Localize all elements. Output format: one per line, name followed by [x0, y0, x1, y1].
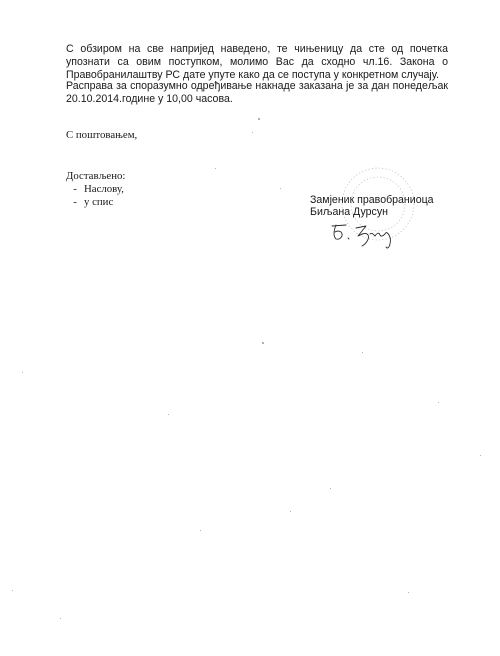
scan-speck	[362, 352, 363, 353]
scan-speck	[22, 372, 23, 373]
paragraph-line: упознати са овим поступком, молимо Вас да сходно чл.16. Закона о	[66, 56, 448, 68]
scan-speck	[330, 488, 331, 489]
scan-speck	[280, 188, 281, 189]
handwritten-signature	[332, 225, 390, 248]
recipient-text: у спис	[84, 196, 114, 208]
scan-speck	[262, 342, 264, 344]
paragraph-line: С обзиром на све напријед наведено, те чињеницу да сте од почетка	[66, 43, 448, 55]
scan-speck	[252, 132, 253, 133]
scan-speck	[215, 168, 216, 169]
paragraph-hearing	[66, 80, 448, 106]
recipient-list	[66, 183, 124, 209]
scan-speck	[408, 592, 409, 593]
recipient-text: Наслову,	[84, 183, 124, 195]
dash-bullet: -	[73, 183, 77, 195]
scan-speck	[480, 455, 481, 456]
signatory-title: Замјеник правобраниоца	[310, 194, 434, 206]
paragraph-line: Правобранилаштву РС дате упуте како да се поступа у конкретном случају.	[66, 69, 439, 81]
list-item	[66, 196, 124, 209]
scan-speck	[12, 590, 13, 591]
scan-speck	[200, 530, 201, 531]
scan-speck	[60, 618, 61, 619]
paragraph-line: Расправа за споразумно одређивање накнаде заказана је за дан понедељак	[66, 80, 448, 92]
scan-speck	[438, 402, 439, 403]
list-item	[66, 183, 124, 196]
signatory-name: Биљана Дурсун	[310, 206, 388, 218]
delivered-to-heading: Достављено:	[66, 170, 126, 182]
closing-greeting: С поштовањем,	[66, 129, 138, 141]
paragraph-instructions	[66, 43, 448, 82]
scan-speck	[290, 511, 291, 512]
scan-speck	[168, 414, 169, 415]
dash-bullet: -	[73, 196, 77, 208]
signature-block	[310, 194, 450, 218]
paragraph-line: 20.10.2014.године у 10,00 часова.	[66, 93, 233, 105]
scan-speck	[258, 118, 260, 120]
